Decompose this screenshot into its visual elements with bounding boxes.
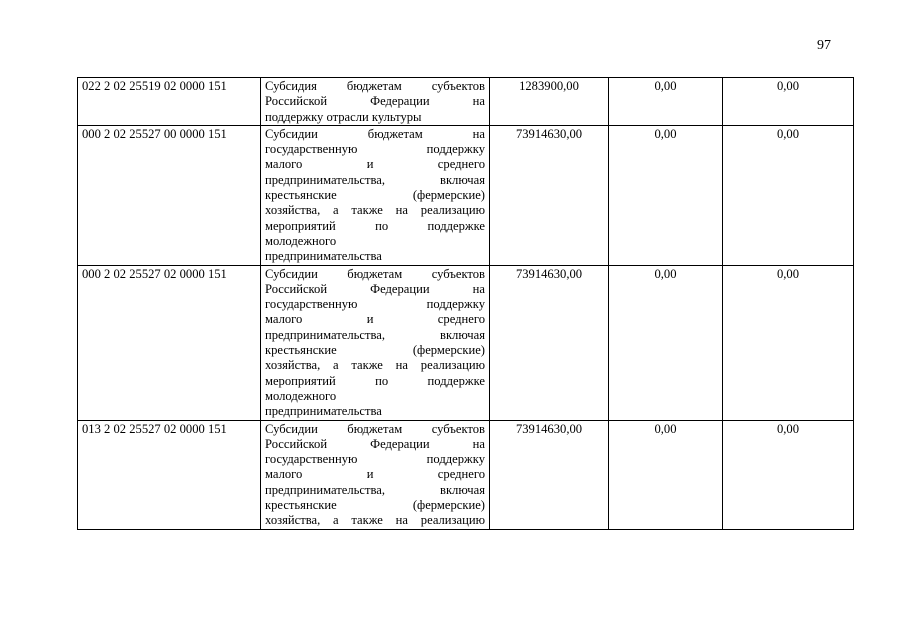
table-row xyxy=(78,78,854,126)
amount-2-cell: 0,00 xyxy=(609,78,723,126)
item-name-line: государственную поддержку xyxy=(265,452,485,467)
item-name-line: малого и среднего xyxy=(265,312,485,327)
item-name-cell xyxy=(261,78,490,126)
item-name-line: предпринимательства xyxy=(265,404,382,419)
item-name-line: Субсидии бюджетам субъектов xyxy=(265,266,485,281)
budget-table xyxy=(77,77,854,530)
item-name-line: крестьянские (фермерские) xyxy=(265,343,485,358)
amount-2-cell: 0,00 xyxy=(609,265,723,420)
amount-1-cell: 73914630,00 xyxy=(490,125,609,265)
item-name-line: молодежного xyxy=(265,388,337,403)
item-name-line: предпринимательства, включая xyxy=(265,172,485,187)
table-row xyxy=(78,125,854,265)
item-name-line: Субсидии бюджетам на xyxy=(265,126,485,141)
amount-1-cell: 73914630,00 xyxy=(490,420,609,529)
item-name-line: малого и среднего xyxy=(265,467,485,482)
item-name-line: Российской Федерации на xyxy=(265,94,485,109)
amount-3-cell: 0,00 xyxy=(723,125,854,265)
item-name-line: государственную поддержку xyxy=(265,297,485,312)
budget-code-cell: 000 2 02 25527 00 0000 151 xyxy=(78,125,261,265)
table-row xyxy=(78,265,854,420)
item-name-line: поддержку отрасли культуры xyxy=(265,109,422,124)
item-name-line: Российской Федерации на xyxy=(265,281,485,296)
item-name-line: предпринимательства, включая xyxy=(265,327,485,342)
item-name-line: Субсидии бюджетам субъектов xyxy=(265,421,485,436)
amount-3-cell: 0,00 xyxy=(723,420,854,529)
item-name-line: малого и среднего xyxy=(265,157,485,172)
item-name-line: предпринимательства xyxy=(265,249,382,264)
item-name-cell xyxy=(261,420,490,529)
amount-3-cell: 0,00 xyxy=(723,265,854,420)
amount-1-cell: 73914630,00 xyxy=(490,265,609,420)
item-name-line: государственную поддержку xyxy=(265,142,485,157)
item-name-line: крестьянские (фермерские) xyxy=(265,188,485,203)
amount-2-cell: 0,00 xyxy=(609,420,723,529)
page-number: 97 xyxy=(817,38,831,53)
budget-table-body xyxy=(78,78,854,530)
budget-code-cell: 013 2 02 25527 02 0000 151 xyxy=(78,420,261,529)
item-name-cell xyxy=(261,265,490,420)
item-name-line: мероприятий по поддержке xyxy=(265,373,485,388)
budget-code-cell: 022 2 02 25519 02 0000 151 xyxy=(78,78,261,126)
item-name-line: молодежного xyxy=(265,233,337,248)
item-name-line: хозяйства, а также на реализацию xyxy=(265,358,485,373)
table-row xyxy=(78,420,854,529)
amount-1-cell: 1283900,00 xyxy=(490,78,609,126)
amount-3-cell: 0,00 xyxy=(723,78,854,126)
item-name-line: Российской Федерации на xyxy=(265,436,485,451)
item-name-line: мероприятий по поддержке xyxy=(265,218,485,233)
amount-2-cell: 0,00 xyxy=(609,125,723,265)
budget-code-cell: 000 2 02 25527 02 0000 151 xyxy=(78,265,261,420)
item-name-line: хозяйства, а также на реализацию xyxy=(265,203,485,218)
item-name-cell xyxy=(261,125,490,265)
item-name-line: Субсидия бюджетам субъектов xyxy=(265,79,485,93)
item-name-line: хозяйства, а также на реализацию xyxy=(265,513,485,528)
item-name-line: предпринимательства, включая xyxy=(265,482,485,497)
item-name-line: крестьянские (фермерские) xyxy=(265,498,485,513)
